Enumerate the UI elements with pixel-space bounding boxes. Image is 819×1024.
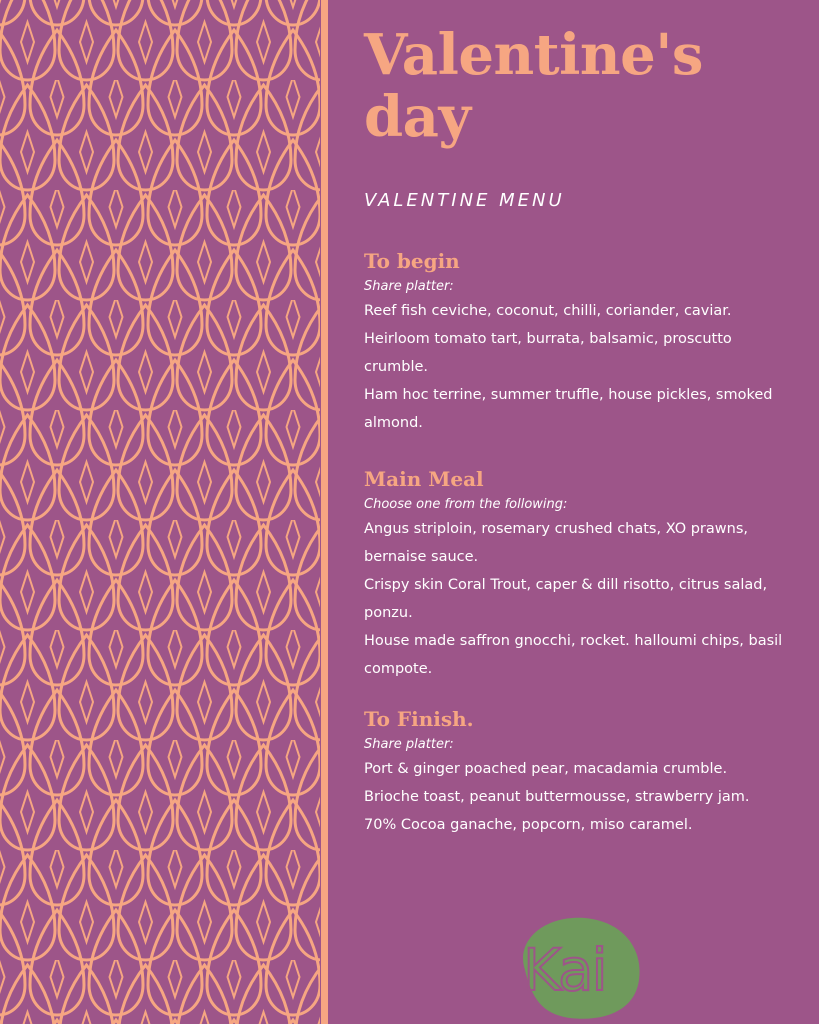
dish-list (364, 515, 784, 683)
accent-divider (321, 0, 328, 1024)
decorative-pattern (0, 0, 320, 1024)
section-heading: To Finish. (364, 707, 474, 731)
dish-item: Ham hoc terrine, summer truffle, house pickles, smoked almond. (364, 387, 773, 431)
title-line-1: Valentine's (364, 22, 703, 88)
dish-item: Brioche toast, peanut buttermousse, strawberry jam. (364, 789, 750, 805)
title-line-2: day (364, 84, 471, 150)
dish-item: Reef fish ceviche, coconut, chilli, coriander, caviar. (364, 303, 732, 319)
page-title (364, 24, 784, 148)
section-heading: Main Meal (364, 467, 484, 491)
logo-text: Kai (523, 936, 606, 1004)
dish-item: 70% Cocoa ganache, popcorn, miso caramel. (364, 817, 693, 833)
section-note: Choose one from the following: (364, 497, 568, 512)
section-to-finish (364, 705, 784, 839)
section-heading: To begin (364, 249, 460, 273)
section-main-meal (364, 465, 784, 683)
section-note: Share platter: (364, 737, 454, 752)
menu-subtitle: VALENTINE MENU (364, 190, 565, 211)
kai-logo (505, 910, 645, 1020)
dish-item: Port & ginger poached pear, macadamia crumble. (364, 761, 728, 777)
menu-content (364, 24, 784, 839)
dish-item: Angus striploin, rosemary crushed chats, XO prawns, bernaise sauce. (364, 521, 748, 565)
dish-list (364, 755, 784, 839)
section-note: Share platter: (364, 279, 454, 294)
dish-item: Heirloom tomato tart, burrata, balsamic, proscutto crumble. (364, 331, 732, 375)
dish-item: House made saffron gnocchi, rocket. halloumi chips, basil compote. (364, 633, 783, 677)
section-to-begin (364, 247, 784, 437)
dish-list (364, 297, 784, 437)
dish-item: Crispy skin Coral Trout, caper & dill risotto, citrus salad, ponzu. (364, 577, 768, 621)
